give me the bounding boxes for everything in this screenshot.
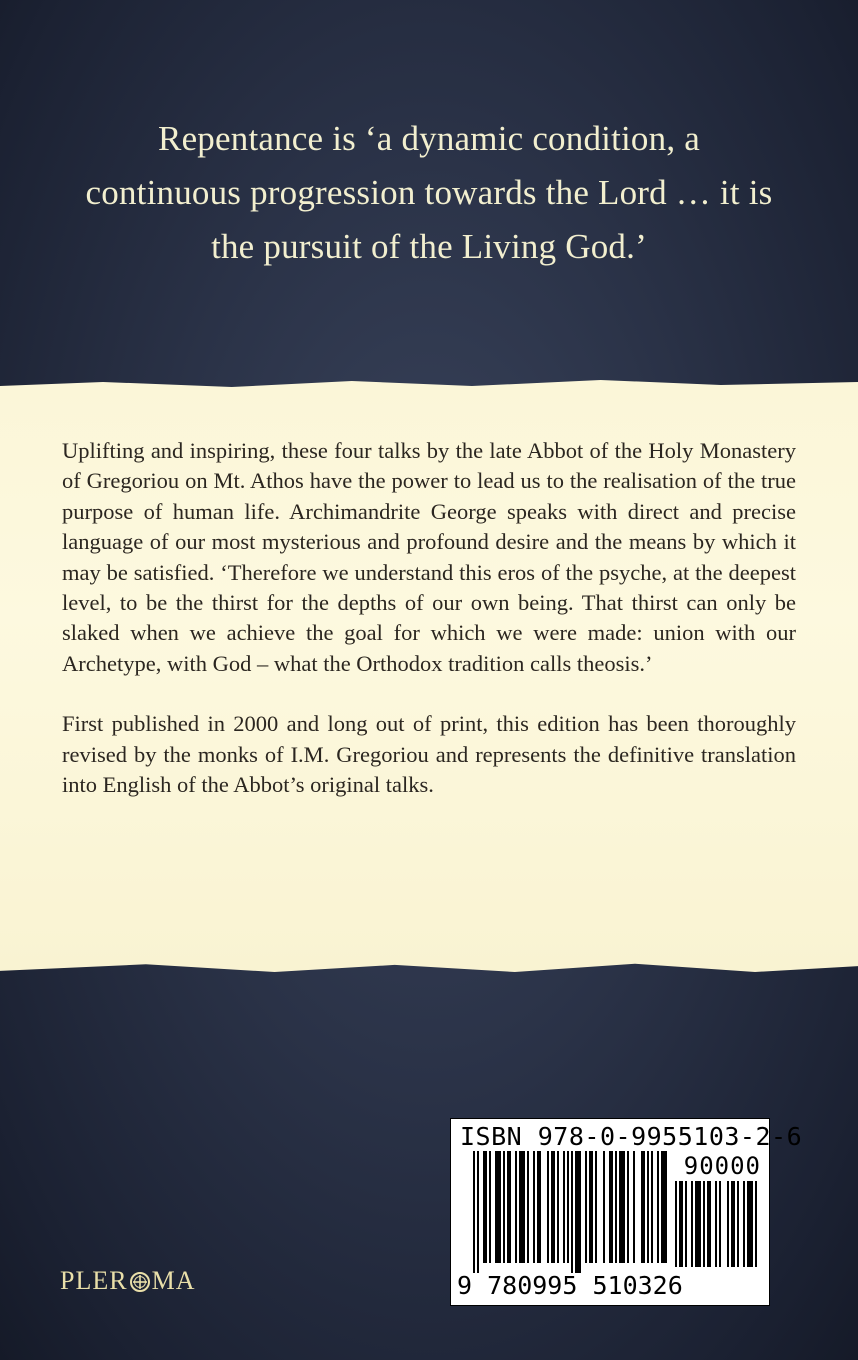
barcode-bar — [557, 1151, 559, 1263]
barcode-bar — [575, 1151, 581, 1273]
barcode-bar — [533, 1151, 535, 1263]
blurb — [62, 436, 796, 830]
barcode-bar — [473, 1151, 475, 1273]
barcode-bar — [651, 1151, 653, 1263]
barcode-bar — [719, 1181, 721, 1267]
barcode-bar — [567, 1151, 569, 1263]
barcode-bar — [563, 1151, 565, 1263]
barcode-bar — [747, 1181, 753, 1267]
barcode-bar — [503, 1151, 505, 1263]
barcode-bar — [731, 1181, 735, 1267]
barcode-bar — [595, 1151, 597, 1263]
barcode-bar — [603, 1151, 605, 1263]
barcode-bar — [647, 1151, 649, 1263]
barcode-bar — [661, 1151, 667, 1263]
barcode-bar — [585, 1151, 587, 1263]
barcode-bar — [727, 1181, 729, 1267]
barcode-bar — [477, 1151, 479, 1273]
barcode-bar — [657, 1151, 659, 1263]
ean-digits: 9 780995 510326 — [457, 1271, 683, 1300]
barcode-bar — [551, 1151, 555, 1263]
pull-quote-line: Repentance is ‘a dynamic condition, a — [158, 119, 700, 158]
barcode-bar — [537, 1151, 541, 1263]
pull-quote-line: the pursuit of the Living God.’ — [211, 227, 647, 266]
publisher-name-end: MA — [151, 1266, 196, 1295]
barcode-bar — [571, 1151, 573, 1273]
barcode-bar — [679, 1181, 683, 1267]
barcode-bar — [743, 1181, 745, 1267]
barcode-bar — [589, 1151, 593, 1263]
barcode-bar — [685, 1181, 687, 1267]
barcode-bar — [703, 1181, 705, 1267]
blurb-paragraph: Uplifting and inspiring, these four talks by the late Abbot of the Holy Monastery of Gregoriou on Mt. Athos have the power to lead us to the realisation of the true purpose of human life. Archimandrite George speaks with direct and precise language of our most mysterious and profound desire and the means by which it may be satisfied. ‘Therefore we understand this eros of the psyche, at the deepest level, to be the thirst for the depths of our own being. That thirst can only be slaked when we achieve the goal for which we were made: union with our Archetype, with God – what the Orthodox tradition calls theosis.’ — [62, 438, 796, 676]
barcode-bar — [755, 1181, 757, 1267]
barcode-bar — [691, 1181, 693, 1267]
barcode-bar — [495, 1151, 501, 1263]
publisher-name-start: PLER — [60, 1266, 128, 1295]
barcode-bar — [609, 1151, 613, 1263]
barcode-bar — [515, 1151, 517, 1263]
barcode-bar — [527, 1151, 529, 1263]
barcode-bar — [547, 1151, 549, 1263]
barcode-bar — [707, 1181, 711, 1267]
addon-bars — [675, 1181, 763, 1269]
ean-bars — [473, 1151, 668, 1275]
barcode-bar — [641, 1151, 645, 1263]
barcode-bar — [737, 1181, 739, 1267]
price-code: 90000 — [683, 1152, 761, 1180]
isbn-label: ISBN 978-0-9955103-2-6 — [460, 1122, 803, 1151]
barcode-bar — [519, 1151, 525, 1263]
pull-quote-line: continuous progression towards the Lord … it is — [85, 173, 773, 212]
barcode-bar — [627, 1151, 629, 1263]
barcode-bar — [695, 1181, 701, 1267]
blurb-paragraph: First published in 2000 and long out of print, this edition has been thoroughly revised by the monks of I.M. Gregoriou and represents the definitive translation into English of the Abbot’s original talks. — [62, 711, 796, 798]
barcode-bar — [675, 1181, 677, 1267]
isbn-barcode — [450, 1118, 803, 1306]
cross-emblem-icon — [129, 1270, 151, 1292]
barcode-bar — [489, 1151, 491, 1263]
barcode-bar — [715, 1181, 717, 1267]
barcode-bar — [615, 1151, 617, 1263]
pull-quote — [60, 112, 798, 274]
barcode-bar — [619, 1151, 625, 1263]
publisher-logo — [60, 1266, 195, 1296]
barcode-bar — [483, 1151, 487, 1263]
barcode-bar — [507, 1151, 511, 1263]
barcode-bar — [633, 1151, 635, 1263]
